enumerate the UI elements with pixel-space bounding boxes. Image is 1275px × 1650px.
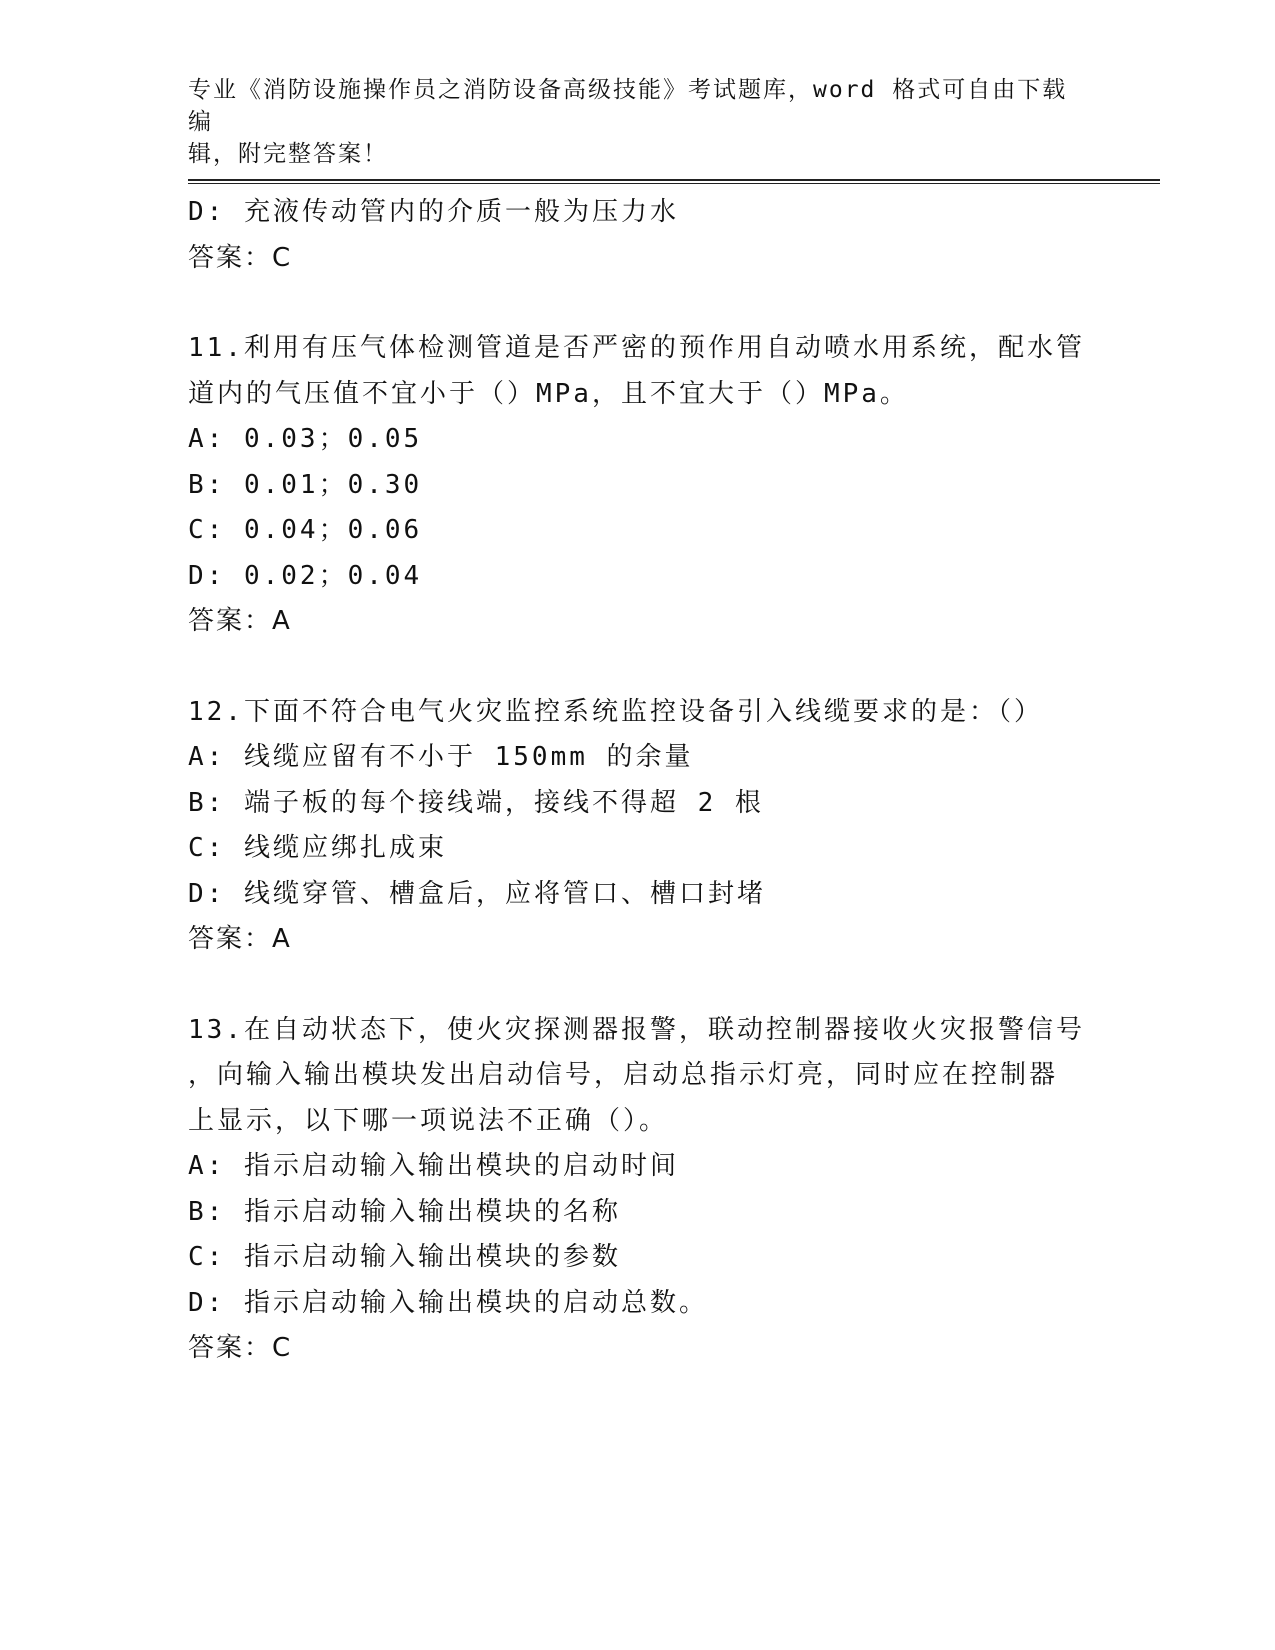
question-stem-line: 13.在自动状态下，使火灾探测器报警，联动控制器接收火灾报警信号: [188, 1014, 1085, 1045]
answer-line: 答案：A: [188, 924, 292, 954]
page-header: [188, 74, 1088, 170]
question-stem-line: 道内的气压值不宜小于（）MPa，且不宜大于（）MPa。: [188, 378, 909, 409]
question-stem-line: ，向输入输出模块发出启动信号，启动总指示灯亮，同时应在控制器: [188, 1060, 1059, 1090]
header-divider: [188, 179, 1160, 184]
question-stem-line: 上显示，以下哪一项说法不正确（）。: [188, 1105, 669, 1136]
option-d: D: 线缆穿管、槽盒后，应将管口、槽口封堵: [188, 878, 766, 909]
option-a: A: 指示启动输入输出模块的启动时间: [188, 1151, 679, 1181]
option-b: B: 指示启动输入输出模块的名称: [188, 1196, 621, 1227]
answer-line: 答案：C: [188, 242, 293, 273]
option-b: B: 0.01；0.30: [188, 469, 423, 500]
option-c: C: 指示启动输入输出模块的参数: [188, 1242, 621, 1272]
option-c: C: 0.04；0.06: [188, 515, 423, 545]
question-11: [188, 326, 1088, 645]
option-d: D: 0.02；0.04: [188, 560, 423, 591]
option-d: D: 指示启动输入输出模块的启动总数。: [188, 1287, 708, 1318]
question-stem-line: 12.下面不符合电气火灾监控系统监控设备引入线缆要求的是：（）: [188, 696, 1043, 727]
document-body: [188, 190, 1088, 1372]
header-line: 辑，附完整答案！: [188, 141, 388, 167]
option-d: D: 充液传动管内的介质一般为压力水: [188, 197, 679, 227]
question-stem-line: 11.利用有压气体检测管道是否严密的预作用自动喷水用系统，配水管: [188, 333, 1085, 363]
option-c: C: 线缆应绑扎成束: [188, 833, 447, 863]
question-12: [188, 690, 1088, 963]
previous-question-tail: [188, 190, 1088, 281]
option-a: A: 线缆应留有不小于 150mm 的余量: [188, 742, 694, 772]
answer-line: 答案：C: [188, 1333, 293, 1363]
header-line: 专业《消防设施操作员之消防设备高级技能》考试题库，word 格式可自由下载编: [188, 77, 1068, 135]
option-b: B: 端子板的每个接线端，接线不得超 2 根: [188, 787, 764, 818]
question-13: [188, 1008, 1088, 1372]
option-a: A: 0.03；0.05: [188, 424, 423, 454]
answer-line: 答案：A: [188, 606, 292, 636]
